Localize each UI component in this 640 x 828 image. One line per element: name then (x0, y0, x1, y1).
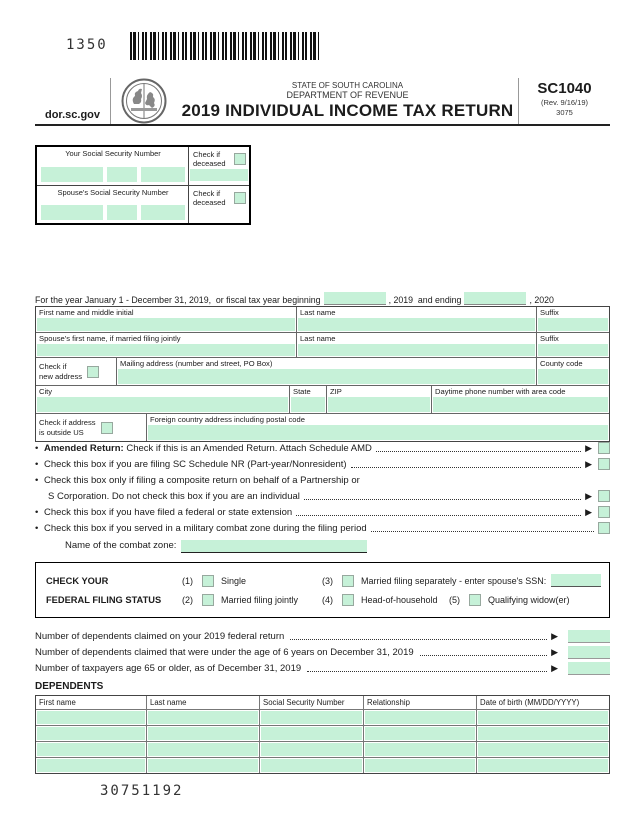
dependent-cell[interactable] (261, 743, 362, 756)
combat-zone-name-label: Name of the combat zone: (65, 539, 177, 551)
dependents-federal-line: Number of dependents claimed on your 2019 federal return ▶ (35, 628, 610, 644)
qualifying-widow-label: Qualifying widow(er) (488, 594, 570, 605)
spouse-ssn-field-2[interactable] (107, 205, 137, 220)
form-header (35, 78, 610, 126)
dot-leader (420, 655, 547, 656)
combat-zone-name-field[interactable] (181, 540, 367, 553)
married-jointly-label: Married filing jointly (221, 594, 299, 605)
department-line: DEPARTMENT OF REVENUE (286, 90, 409, 100)
form-code: SC1040 (537, 80, 592, 97)
outside-us-checkbox[interactable] (101, 422, 113, 434)
first-name-field[interactable] (37, 318, 295, 331)
deceased-date-field[interactable] (190, 169, 248, 181)
dependent-cell[interactable] (37, 759, 145, 772)
zip-label: ZIP (330, 387, 342, 396)
dependent-cell[interactable] (365, 727, 475, 740)
city-label: City (39, 387, 53, 396)
arrow-icon: ▶ (551, 662, 558, 673)
dependent-cell[interactable] (365, 711, 475, 724)
county-code-field[interactable] (538, 369, 608, 384)
barcode (130, 32, 322, 60)
spouse-ssn-field-1[interactable] (41, 205, 103, 220)
form-bottom-code: 30751192 (100, 783, 184, 799)
dependent-cell[interactable] (148, 743, 258, 756)
city-field[interactable] (37, 397, 288, 412)
last-name-field[interactable] (298, 318, 535, 331)
col-first-name: First name (39, 698, 76, 707)
arrow-icon: ▶ (585, 458, 592, 469)
your-ssn-field-3[interactable] (141, 167, 185, 182)
dependents-heading: DEPENDENTS (35, 681, 104, 692)
spouse-ssn-entry-field[interactable] (551, 574, 601, 587)
arrow-icon: ▶ (585, 442, 592, 453)
dependent-cell[interactable] (37, 743, 145, 756)
dependent-cell[interactable] (478, 759, 608, 772)
arrow-icon: ▶ (585, 490, 592, 501)
dependents-table (35, 695, 610, 774)
form-top-code: 1350 (66, 37, 108, 53)
dependent-cell[interactable] (478, 727, 608, 740)
dependent-cell[interactable] (261, 711, 362, 724)
state-line: STATE OF SOUTH CAROLINA (291, 81, 404, 90)
dependent-cell[interactable] (261, 727, 362, 740)
extension-checkbox[interactable] (598, 506, 610, 518)
spouse-suffix-field[interactable] (538, 344, 608, 356)
taxpayer-deceased-checkbox[interactable] (234, 153, 246, 165)
dependents-under-6-line: Number of dependents claimed that were under the age of 6 years on December 31, 2019 ▶ (35, 644, 610, 660)
zip-field[interactable] (328, 397, 430, 412)
arrow-icon: ▶ (551, 630, 558, 641)
dot-leader (304, 499, 581, 500)
last-name-label: Last name (300, 308, 336, 317)
form-revision: (Rev. 9/16/19) (541, 98, 588, 107)
suffix-label: Suffix (540, 308, 559, 317)
mailing-address-label: Mailing address (number and street, PO Box) (120, 359, 273, 368)
spouse-last-name-label: Last name (300, 334, 336, 343)
qualifying-widow-checkbox[interactable] (469, 594, 481, 606)
col-last-name: Last name (146, 696, 259, 709)
mailing-address-field[interactable] (118, 369, 535, 384)
dependent-cell[interactable] (478, 743, 608, 756)
combat-zone-checkbox[interactable] (598, 522, 610, 534)
taxpayers-65-line: Number of taxpayers age 65 or older, as of December 31, 2019 ▶ (35, 660, 610, 676)
foreign-address-label: Foreign country address including postal code (150, 415, 305, 424)
dependent-cell[interactable] (37, 711, 145, 724)
composite-return-line-2: S Corporation. Do not check this box if you are an individual ▶ (35, 488, 610, 504)
spouse-ssn-label: Spouse's Social Security Number (57, 188, 169, 197)
dependent-cell[interactable] (148, 727, 258, 740)
dependent-cell[interactable] (365, 743, 475, 756)
dependent-cell[interactable] (365, 759, 475, 772)
new-address-label: Check if new address (39, 361, 83, 381)
filing-status-title-2: FEDERAL FILING STATUS (46, 594, 162, 605)
checklist-section (35, 440, 610, 554)
new-address-checkbox[interactable] (87, 366, 99, 378)
spouse-first-name-field[interactable] (37, 344, 295, 356)
fiscal-year-line: For the year January 1 - December 31, 2019, or fiscal tax year beginning , 2019 and ending , 2020 (35, 292, 610, 305)
married-separately-label: Married filing separately - enter spouse's SSN: (361, 575, 547, 586)
phone-field[interactable] (433, 397, 608, 412)
state-field[interactable] (291, 397, 325, 412)
filing-status-title-1: CHECK YOUR (46, 575, 109, 586)
bullet: • (35, 522, 39, 534)
composite-return-checkbox[interactable] (598, 490, 610, 502)
your-ssn-field-1[interactable] (41, 167, 103, 182)
combat-zone-name-line (35, 536, 610, 554)
schedule-nr-checkbox[interactable] (598, 458, 610, 470)
composite-return-line-1: • Check this box only if filing a composite return on behalf of a Partnership or (35, 474, 360, 486)
your-ssn-field-2[interactable] (107, 167, 137, 182)
form-code-block (518, 78, 610, 124)
single-checkbox[interactable] (202, 575, 214, 587)
dependent-cell[interactable] (37, 727, 145, 740)
suffix-field[interactable] (538, 318, 608, 331)
phone-label: Daytime phone number with area code (435, 387, 566, 396)
spouse-suffix-label: Suffix (540, 334, 559, 343)
taxpayers-65-field[interactable] (568, 662, 610, 675)
head-of-household-label: Head-of-household (361, 594, 438, 605)
schedule-nr-line: • Check this box if you are filing SC Schedule NR (Part-year/Nonresident) ▶ (35, 456, 610, 472)
dot-leader (371, 531, 594, 532)
dependents-under-6-field[interactable] (568, 646, 610, 659)
first-name-label: First name and middle initial (39, 308, 134, 317)
combat-zone-line: • Check this box if you served in a military combat zone during the filing period (35, 520, 610, 536)
option-4-number: (4) (322, 594, 333, 605)
dependent-cell[interactable] (478, 711, 608, 724)
single-label: Single (221, 575, 247, 586)
dot-leader (290, 639, 547, 640)
option-2-number: (2) (182, 594, 193, 605)
arrow-icon: ▶ (551, 646, 558, 657)
dor-website: dor.sc.gov (35, 78, 111, 124)
option-3-number: (3) (322, 575, 333, 586)
state-label: State (293, 387, 311, 396)
spouse-deceased-label: Check if deceased (193, 189, 226, 208)
form-title: 2019 INDIVIDUAL INCOME TAX RETURN (181, 101, 514, 120)
col-dob: Date of birth (MM/DD/YYYY) (476, 696, 609, 709)
option-1-number: (1) (182, 575, 193, 586)
spouse-first-name-label: Spouse's first name, if married filing jointly (39, 334, 181, 343)
fiscal-end-field[interactable] (464, 292, 526, 305)
dependent-cell[interactable] (148, 711, 258, 724)
federal-filing-status-section (35, 562, 610, 618)
dependent-counts-section (35, 628, 610, 676)
foreign-address-field[interactable] (148, 425, 608, 440)
arrow-icon: ▶ (585, 506, 592, 517)
dependent-row-1 (36, 709, 609, 725)
spouse-last-name-field[interactable] (298, 344, 535, 356)
amended-return-line: • Amended Return: Check if this is an Amended Return. Attach Schedule AMD ▶ (35, 440, 610, 456)
header-titles (177, 78, 518, 124)
outside-us-label: Check if address is outside US (39, 417, 96, 437)
bullet: • (35, 506, 39, 518)
ssn-section (35, 145, 251, 225)
spouse-ssn-field-3[interactable] (141, 205, 185, 220)
bullet: • (35, 458, 39, 470)
dependent-cell[interactable] (261, 759, 362, 772)
amended-return-checkbox[interactable] (598, 442, 610, 454)
name-address-table (35, 306, 610, 442)
spouse-deceased-checkbox[interactable] (234, 192, 246, 204)
dot-leader (376, 451, 581, 452)
extension-line: • Check this box if you have filed a federal or state extension ▶ (35, 504, 610, 520)
head-of-household-checkbox[interactable] (342, 594, 354, 606)
dependent-cell[interactable] (148, 759, 258, 772)
bullet: • (35, 474, 39, 486)
dependents-federal-field[interactable] (568, 630, 610, 643)
dot-leader (307, 671, 547, 672)
your-ssn-label: Your Social Security Number (65, 149, 161, 158)
dot-leader (296, 515, 581, 516)
bullet: • (35, 442, 39, 454)
col-relationship: Relationship (363, 696, 476, 709)
dependent-row-2 (36, 725, 609, 741)
dot-leader (351, 467, 582, 468)
dependent-row-4 (36, 757, 609, 773)
married-jointly-checkbox[interactable] (202, 594, 214, 606)
married-separately-checkbox[interactable] (342, 575, 354, 587)
form-number: 3075 (556, 108, 573, 117)
deceased-label: Check if deceased (193, 150, 226, 169)
col-ssn: Social Security Number (259, 696, 363, 709)
dependent-row-3 (36, 741, 609, 757)
option-5-number: (5) (449, 594, 460, 605)
county-code-label: County code (540, 359, 583, 368)
state-seal-icon (111, 78, 177, 124)
fiscal-begin-field[interactable] (324, 292, 386, 305)
